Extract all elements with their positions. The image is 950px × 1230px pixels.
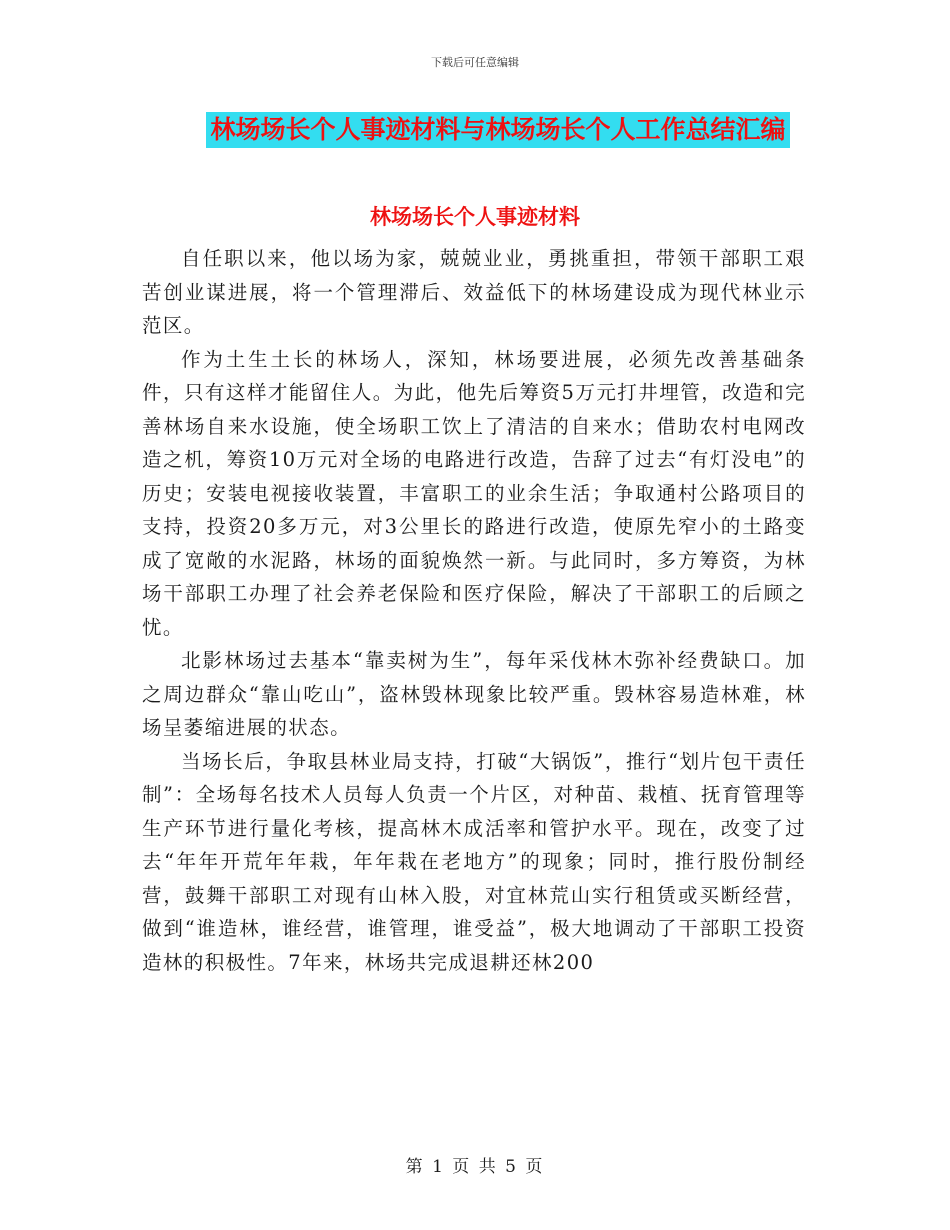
main-title: 林场场长个人事迹材料与林场场长个人工作总结汇编 xyxy=(206,112,789,148)
paragraph: 作为土生土长的林场人，深知，林场要进展，必须先改善基础条件，只有这样才能留住人。为此，他先后筹资5万元打井埋管，改造和完善林场自来水设施，使全场职工饮上了清洁的自来水；借助农村电网改造之机，筹资10万元对全场的电路进行改造，告辞了过去“有灯没电”的历史；安装电视接收装置，丰富职工的业余生活；争取通村公路项目的支持，投资20多万元，对3公里长的路进行改造，使原先窄小的土路变成了宽敞的水泥路，林场的面貌焕然一新。与此同时，多方筹资，为林场干部职工办理了社会养老保险和医疗保险，解决了干部职工的后顾之忧。 xyxy=(142,347,806,639)
paragraph: 当场长后，争取县林业局支持，打破“大锅饭”，推行“划片包干责任制”：全场每名技术人员每人负责一个片区，对种苗、栽植、抚育管理等生产环节进行量化考核，提高林木成活率和管护水平。现在，改变了过去“年年开荒年年栽，年年栽在老地方”的现象；同时，推行股份制经营，鼓舞干部职工对现有山林入股，对宜林荒山实行租赁或买断经营，做到“谁造林，谁经营，谁管理，谁受益”，极大地调动了干部职工投资造林的积极性。7年来，林场共完成退耕还林200 xyxy=(142,749,806,974)
page-footer: 第 1 页 共 5 页 xyxy=(405,1157,545,1177)
body-text xyxy=(142,242,806,979)
paragraph: 自任职以来，他以场为家，兢兢业业，勇挑重担，带领干部职工艰苦创业谋进展，将一个管理滞后、效益低下的林场建设成为现代林业示范区。 xyxy=(142,247,806,337)
section-title: 林场场长个人事迹材料 xyxy=(370,204,580,229)
paragraph: 北影林场过去基本“靠卖树为生”，每年采伐林木弥补经费缺口。加之周边群众“靠山吃山”，盗林毁林现象比较严重。毁林容易造林难，林场呈萎缩进展的状态。 xyxy=(142,649,806,739)
header-note: 下载后可任意编辑 xyxy=(431,56,519,69)
main-title-container xyxy=(0,112,950,148)
